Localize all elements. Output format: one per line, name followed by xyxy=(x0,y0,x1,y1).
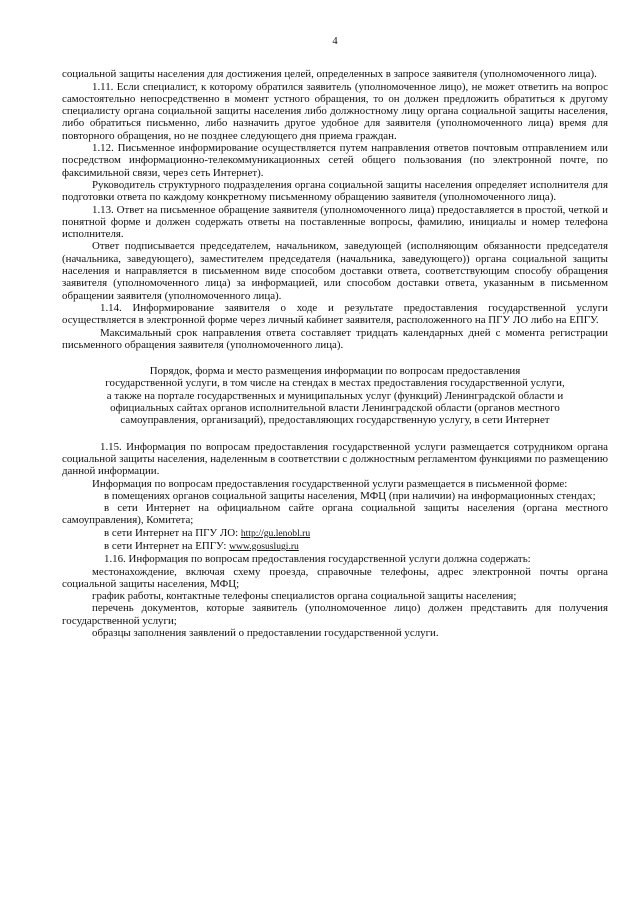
list-item xyxy=(62,527,608,540)
list-item: в сети Интернет на официальном сайте органа социальной защиты населения (органа местного самоуправления), Комитета; xyxy=(62,502,608,527)
link-label: в сети Интернет на ЕПГУ: xyxy=(104,539,227,552)
paragraph-1-16: 1.16. Информация по вопросам предоставления государственной услуги должна содержать: xyxy=(104,553,531,566)
paragraph: Руководитель структурного подразделения органа социальной защиты населения определяет исполнителя для подготовки ответа по каждому конкретному письменному обращению заявителя (уполномоченного лица). xyxy=(62,178,608,204)
page-number: 4 xyxy=(332,36,338,47)
list-item: график работы, контактные телефоны специалистов органа социальной защиты населения; xyxy=(92,590,517,603)
paragraph-1-12: 1.12. Письменное информирование осуществляется путем направления ответов почтовым отправлением или посредством информационно-телекоммуникационных сетей общего пользования (по электронной почте, по факсимильной связи, через сеть Интернет). xyxy=(62,142,608,179)
list-item: местонахождение, включая схему проезда, справочные телефоны, адрес электронной почты органа социальной защиты населения, МФЦ; xyxy=(62,565,608,590)
heading-line: Порядок, форма и место размещения информации по вопросам предоставления xyxy=(149,365,521,378)
list-item: перечень документов, которые заявитель (уполномоченное лицо) должен представить для получения государственной услуги; xyxy=(62,602,608,627)
paragraph-1-14: 1.14. Информирование заявителя о ходе и результате предоставления государственной услуги осуществляется в электронной форме через личный кабинет заявителя, расположенного на ПГУ ЛО либо на ЕПГУ. xyxy=(62,301,608,327)
epgu-link[interactable]: www.gosuslugi.ru xyxy=(229,540,299,552)
paragraph: Максимальный срок направления ответа составляет тридцать календарных дней с момента регистрации письменного обращения заявителя (уполномоченного лица). xyxy=(62,326,608,351)
paragraph-1-15: 1.15. Информация по вопросам предоставления государственной услуги размещается сотрудником органа социальной защиты населения, наделенным в соответствии с должностным регламентом функциями по размещению данной информации. xyxy=(62,440,608,478)
section-heading xyxy=(62,365,608,426)
paragraph: социальной защиты населения для достижения целей, определенных в запросе заявителя (уполномоченного лица). xyxy=(62,68,597,81)
pgu-lo-link[interactable]: http://gu.lenobl.ru xyxy=(240,527,311,539)
heading-line: официальных сайтах органов исполнительной власти Ленинградской области (органов местного xyxy=(110,402,560,415)
heading-line: а также на портале государственных и муниципальных услуг (функций) Ленинградской области и xyxy=(106,389,564,402)
heading-line: государственной услуги, в том числе на стендах в местах предоставления государственной услуги, xyxy=(105,377,565,390)
heading-line: самоуправления, организаций), предоставляющих государственную услугу, в сети Интернет xyxy=(120,414,550,427)
paragraph: Информация по вопросам предоставления государственной услуги размещается в письменной форме: xyxy=(92,477,568,490)
paragraph: Ответ подписывается председателем, начальником, заведующей (исполняющим обязанности председателя (начальника, заведующего), заместителем председателя (начальника, заведующего)) органа социальной защиты населения и направляется в письменном виде способом доставки ответа, соответствующим способу обращения заявителя (уполномоченного лица) за информацией, или способом доставки ответа, указанным в письменном обращении заявителя (уполномоченного лица). xyxy=(62,240,608,302)
paragraph-1-13: 1.13. Ответ на письменное обращение заявителя (уполномоченного лица) предоставляется в простой, четкой и понятной форме и должен содержать ответы на поставленные вопросы, фамилию, инициалы и номер телефона исполнителя. xyxy=(62,203,608,241)
list-item: в помещениях органов социальной защиты населения, МФЦ (при наличии) на информационных стендах; xyxy=(104,489,596,502)
list-item: образцы заполнения заявлений о предоставлении государственной услуги. xyxy=(92,627,439,640)
paragraph-1-11: 1.11. Если специалист, к которому обратился заявитель (уполномоченное лицо), не может ответить на вопрос самостоятельно непосредственно в момент устного обращения, то он должен предложить обратиться к другому специалисту органа социальной защиты населения либо должностному лицу органа социальной защиты населения, либо обратиться письменно, либо назначить другое удобное для заявителя (уполномоченного лица) время для повторного обращения, но не позднее следующего дня приема граждан. xyxy=(62,80,608,142)
list-item xyxy=(62,540,608,553)
link-label: в сети Интернет на ПГУ ЛО: xyxy=(104,526,239,539)
